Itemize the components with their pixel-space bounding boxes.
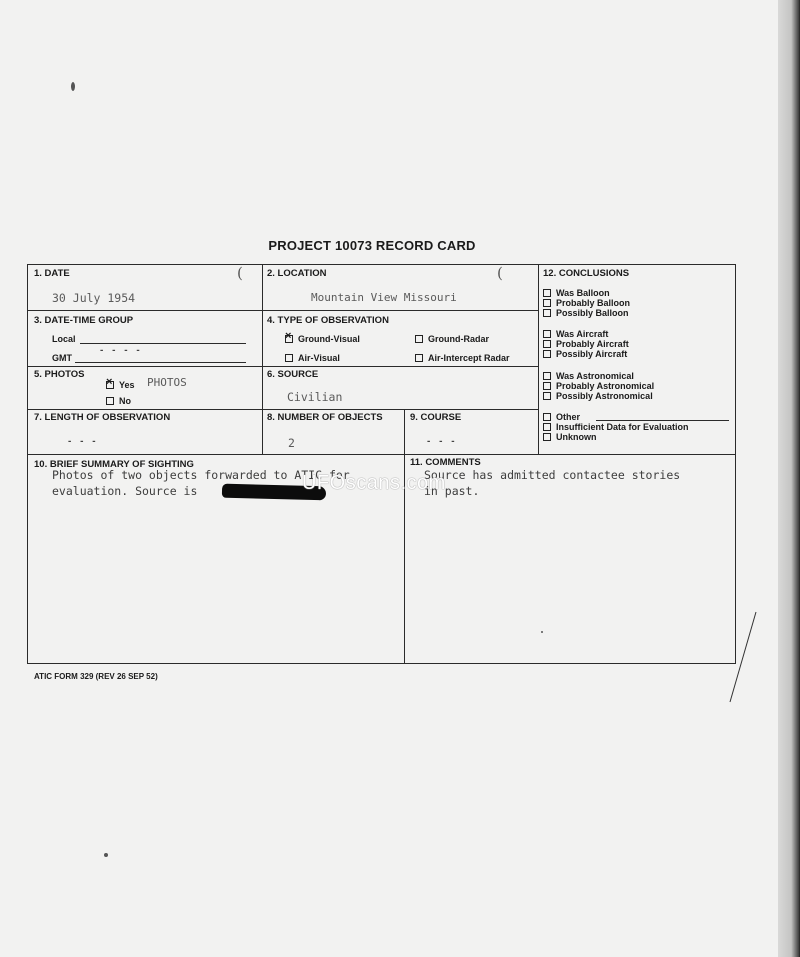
option-ground-radar[interactable]: Ground-Radar	[415, 334, 489, 344]
course-label: 9. COURSE	[410, 412, 462, 423]
checkbox[interactable]	[543, 299, 551, 307]
date-label: 1. DATE	[34, 268, 70, 279]
gmt-line	[75, 362, 246, 363]
conclusion-group-balloon	[543, 288, 630, 318]
source-value: Civilian	[287, 390, 343, 404]
course-value: - - -	[427, 436, 458, 447]
summary-line-1: Photos of two objects forwarded to ATIC for	[52, 468, 350, 482]
checkbox[interactable]	[543, 382, 551, 390]
conclusion-probably-aircraft[interactable]: Probably Aircraft	[543, 339, 629, 349]
conclusion-group-other	[543, 412, 689, 442]
checkbox[interactable]	[415, 354, 423, 362]
scan-speck	[71, 82, 75, 91]
number-of-objects-label: 8. NUMBER OF OBJECTS	[267, 412, 383, 423]
checkbox[interactable]	[543, 350, 551, 358]
comments-line-2: in past.	[424, 484, 480, 498]
location-value: Mountain View Missouri	[311, 291, 457, 304]
checkbox[interactable]	[543, 413, 551, 421]
checkbox-checked[interactable]	[106, 381, 114, 389]
checkbox[interactable]	[415, 335, 423, 343]
length-of-observation-value: - - -	[68, 436, 99, 447]
photos-yes-option[interactable]: ×Yes	[106, 380, 135, 390]
checkbox-checked[interactable]	[285, 335, 293, 343]
photos-label: 5. PHOTOS	[34, 369, 85, 380]
divider	[404, 409, 405, 454]
checkbox[interactable]	[285, 354, 293, 362]
checkbox[interactable]	[543, 289, 551, 297]
watermark-text: UFOscans.com	[302, 472, 446, 494]
summary-label: 10. BRIEF SUMMARY OF SIGHTING	[34, 459, 194, 470]
paren-mark: (	[497, 264, 503, 282]
conclusion-unknown[interactable]: Unknown	[543, 432, 689, 442]
checkbox[interactable]	[543, 340, 551, 348]
comments-label: 11. COMMENTS	[410, 457, 481, 468]
checkbox[interactable]	[106, 397, 114, 405]
gmt-label: GMT	[52, 353, 72, 363]
checkbox[interactable]	[543, 309, 551, 317]
divider	[28, 409, 538, 410]
conclusion-probably-astronomical[interactable]: Probably Astronomical	[543, 381, 654, 391]
length-of-observation-label: 7. LENGTH OF OBSERVATION	[34, 412, 171, 423]
divider	[28, 366, 538, 367]
conclusion-probably-balloon[interactable]: Probably Balloon	[543, 298, 630, 308]
checkbox[interactable]	[543, 423, 551, 431]
divider	[262, 265, 263, 455]
conclusion-other[interactable]: Other	[543, 412, 689, 422]
divider	[28, 310, 538, 311]
form-identifier: ATIC FORM 329 (REV 26 SEP 52)	[34, 672, 158, 681]
source-label: 6. SOURCE	[267, 369, 319, 380]
pen-stroke	[724, 610, 764, 705]
checkbox[interactable]	[543, 330, 551, 338]
date-time-group-label: 3. DATE-TIME GROUP	[34, 315, 134, 326]
paren-mark: (	[237, 264, 243, 282]
option-ground-visual[interactable]: ×Ground-Visual	[285, 334, 360, 344]
option-air-visual[interactable]: Air-Visual	[285, 353, 340, 363]
local-line	[80, 343, 246, 344]
checkbox[interactable]	[543, 433, 551, 441]
conclusion-possibly-balloon[interactable]: Possibly Balloon	[543, 308, 630, 318]
number-of-objects-value: 2	[288, 436, 295, 450]
divider	[538, 265, 539, 455]
scan-speck	[104, 853, 108, 857]
date-value: 30 July 1954	[52, 291, 136, 305]
local-label: Local	[52, 334, 76, 344]
option-air-intercept-radar[interactable]: Air-Intercept Radar	[415, 353, 510, 363]
photos-yes-value: PHOTOS	[147, 376, 187, 389]
comments-line-1: Source has admitted contactee stories	[424, 468, 681, 482]
conclusion-possibly-astronomical[interactable]: Possibly Astronomical	[543, 391, 654, 401]
gmt-value: - - - -	[100, 345, 143, 356]
summary-line-2: evaluation. Source is	[52, 484, 198, 498]
conclusion-was-astronomical[interactable]: Was Astronomical	[543, 371, 654, 381]
conclusion-insufficient-data[interactable]: Insufficient Data for Evaluation	[543, 422, 689, 432]
checkbox[interactable]	[543, 372, 551, 380]
divider	[28, 454, 736, 455]
type-of-observation-label: 4. TYPE OF OBSERVATION	[267, 315, 389, 326]
card-title: PROJECT 10073 RECORD CARD	[268, 238, 476, 253]
other-fill-line	[596, 420, 729, 421]
conclusion-was-balloon[interactable]: Was Balloon	[543, 288, 630, 298]
checkbox[interactable]	[543, 392, 551, 400]
conclusions-label: 12. CONCLUSIONS	[543, 268, 630, 279]
scan-edge-shadow	[778, 0, 800, 957]
conclusion-group-aircraft	[543, 329, 629, 359]
conclusion-group-astronomical	[543, 371, 654, 401]
conclusion-was-aircraft[interactable]: Was Aircraft	[543, 329, 629, 339]
location-label: 2. LOCATION	[267, 268, 327, 279]
conclusion-possibly-aircraft[interactable]: Possibly Aircraft	[543, 349, 629, 359]
photos-no-option[interactable]: No	[106, 396, 131, 406]
